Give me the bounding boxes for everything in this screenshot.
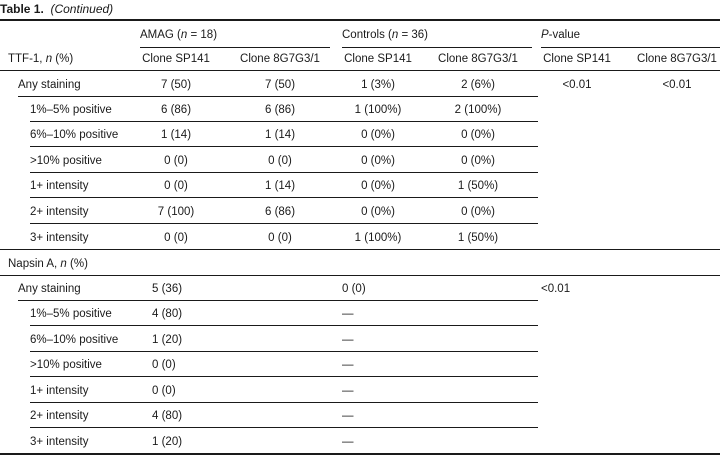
napsin-row-label: >10% positive bbox=[30, 359, 102, 371]
header-bottom-rule bbox=[0, 70, 720, 71]
row-rule bbox=[30, 172, 538, 173]
table-caption bbox=[0, 2, 113, 16]
row-rule bbox=[18, 96, 538, 97]
table-cell: 0 (0%) bbox=[461, 155, 495, 167]
table-cell: 0 (0) bbox=[164, 232, 188, 244]
table-cell: — bbox=[342, 308, 354, 320]
table-cell: 1 (14) bbox=[264, 129, 296, 141]
table-cell: 0 (0) bbox=[164, 180, 188, 192]
clone-header: Clone 8G7G3/1 bbox=[637, 53, 717, 65]
ttf1-row-label: 1%–5% positive bbox=[30, 104, 112, 116]
table-cell: 0 (0) bbox=[152, 385, 176, 397]
napsin-row-label: 3+ intensity bbox=[30, 436, 89, 448]
table-cell: 1 (14) bbox=[264, 180, 296, 192]
table-cell: <0.01 bbox=[541, 283, 571, 295]
row-rule bbox=[30, 325, 538, 326]
header-amag-underline bbox=[140, 47, 330, 48]
row-rule bbox=[30, 376, 538, 377]
table-cell: <0.01 bbox=[662, 79, 692, 91]
table-cell: 1 (50%) bbox=[457, 180, 499, 192]
table-cell: 6 (86) bbox=[160, 104, 192, 116]
table-cell: 1 (20) bbox=[152, 436, 183, 448]
table-cell: 7 (100) bbox=[157, 206, 195, 218]
table-cell: 0 (0%) bbox=[461, 129, 495, 141]
table-cell: 0 (0%) bbox=[361, 129, 395, 141]
ttf1-row-label: >10% positive bbox=[30, 155, 102, 167]
row-rule bbox=[18, 300, 538, 301]
table-cell: 6 (86) bbox=[264, 104, 296, 116]
clone-header: Clone SP141 bbox=[543, 53, 611, 65]
clone-header: Clone 8G7G3/1 bbox=[240, 53, 320, 65]
table-cell: 2 (6%) bbox=[461, 79, 495, 91]
table-cell: — bbox=[342, 334, 354, 346]
row-rule bbox=[30, 402, 538, 403]
ttf1-row-label: 3+ intensity bbox=[30, 232, 89, 244]
section-rule bbox=[0, 249, 720, 250]
row-rule bbox=[30, 427, 538, 428]
table-cell: 1 (3%) bbox=[361, 79, 395, 91]
table-cell: 0 (0) bbox=[164, 155, 188, 167]
table-cell: — bbox=[342, 410, 354, 422]
section-rule bbox=[0, 275, 720, 276]
table-cell: 0 (0%) bbox=[461, 206, 495, 218]
table-cell: 1 (50%) bbox=[457, 232, 499, 244]
napsin-row-label: 2+ intensity bbox=[30, 410, 89, 422]
ttf1-any-staining-label: Any staining bbox=[18, 79, 81, 91]
ttf1-section-label: TTF-1, n (%) bbox=[8, 53, 74, 65]
clone-header: Clone 8G7G3/1 bbox=[438, 53, 518, 65]
table-cell: — bbox=[342, 359, 354, 371]
napsin-row-label: 6%–10% positive bbox=[30, 334, 119, 346]
header-controls-underline bbox=[342, 47, 532, 48]
napsin-section-label: Napsin A, n (%) bbox=[8, 258, 88, 270]
table-cell: 7 (50) bbox=[264, 79, 296, 91]
ttf1-row-label: 2+ intensity bbox=[30, 206, 89, 218]
table-cell: 4 (80) bbox=[152, 410, 183, 422]
table-cell: 1 (100%) bbox=[354, 232, 402, 244]
table-cell: 6 (86) bbox=[264, 206, 296, 218]
table-cell: — bbox=[342, 385, 354, 397]
napsin-row-label: 1+ intensity bbox=[30, 385, 89, 397]
table-cell: 0 (0) bbox=[268, 232, 292, 244]
table-cell: 7 (50) bbox=[160, 79, 192, 91]
table-cell: 1 (14) bbox=[160, 129, 192, 141]
header-pvalue-underline bbox=[541, 47, 720, 48]
ttf1-row-label: 6%–10% positive bbox=[30, 129, 119, 141]
row-rule bbox=[30, 351, 538, 352]
table-continued-note: (Continued) bbox=[50, 2, 114, 16]
row-rule bbox=[30, 223, 538, 224]
table-cell: 0 (0) bbox=[342, 283, 366, 295]
top-rule bbox=[0, 19, 720, 21]
table-cell: 0 (0) bbox=[268, 155, 292, 167]
row-rule bbox=[30, 197, 538, 198]
table-number: Table 1. bbox=[0, 2, 44, 16]
napsin-row-label: 1%–5% positive bbox=[30, 308, 112, 320]
table-cell: 0 (0%) bbox=[361, 180, 395, 192]
table-cell: 1 (20) bbox=[152, 334, 183, 346]
table-cell: 5 (36) bbox=[152, 283, 183, 295]
ttf1-row-label: 1+ intensity bbox=[30, 180, 89, 192]
row-rule bbox=[30, 121, 538, 122]
table-cell: 0 (0%) bbox=[361, 206, 395, 218]
row-rule bbox=[30, 146, 538, 147]
header-controls: Controls (n = 36) bbox=[342, 29, 428, 41]
header-amag: AMAG (n = 18) bbox=[140, 29, 218, 41]
bottom-rule bbox=[0, 453, 720, 455]
table-cell: 2 (100%) bbox=[454, 104, 502, 116]
napsin-any-staining-label: Any staining bbox=[18, 283, 81, 295]
table-cell: 0 (0) bbox=[152, 359, 176, 371]
clone-header: Clone SP141 bbox=[344, 53, 412, 65]
table-cell: 4 (80) bbox=[152, 308, 183, 320]
clone-header: Clone SP141 bbox=[142, 53, 210, 65]
header-pvalue: P-value bbox=[541, 29, 580, 41]
table-cell: 0 (0%) bbox=[361, 155, 395, 167]
table-cell: <0.01 bbox=[562, 79, 592, 91]
table-cell: — bbox=[342, 436, 354, 448]
table-cell: 1 (100%) bbox=[354, 104, 402, 116]
